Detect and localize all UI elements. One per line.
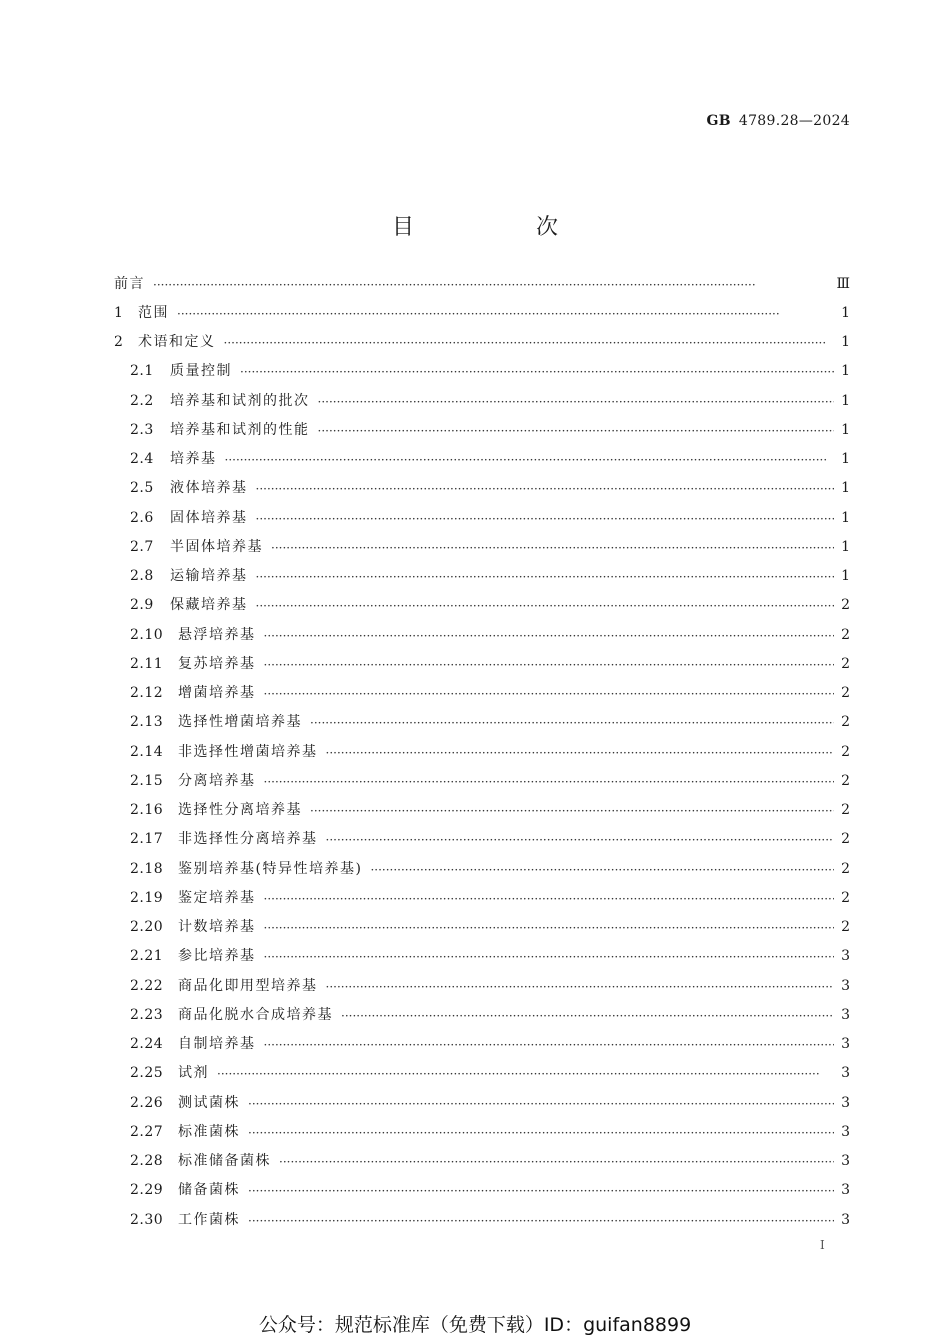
toc-entry[interactable] <box>114 1088 850 1117</box>
toc-entry-number: 2.22 <box>130 977 164 994</box>
toc-entry-page: 1 <box>841 509 850 526</box>
standard-prefix: GB <box>706 113 731 129</box>
toc-entry-page: 3 <box>841 948 850 965</box>
toc-leader-dots <box>310 717 834 729</box>
toc-entry-page: 2 <box>841 743 850 760</box>
toc-leader-dots <box>264 1039 835 1051</box>
toc-leader-dots <box>248 1127 834 1139</box>
toc-entry-label: 术语和定义 <box>138 334 216 351</box>
toc-entry-label: 固体培养基 <box>170 509 248 526</box>
toc-entry-number: 2.11 <box>130 655 164 672</box>
toc-entry-page: 2 <box>841 919 850 936</box>
toc-entry-number: 2.14 <box>130 743 164 760</box>
toc-entry-page: 1 <box>841 451 850 468</box>
toc-leader-dots <box>256 483 835 495</box>
toc-entry-number: 2.8 <box>130 568 154 585</box>
toc-entry-label: 储备菌株 <box>178 1182 240 1199</box>
toc-leader-dots <box>271 542 834 554</box>
toc-entry[interactable] <box>114 1059 850 1088</box>
toc-entry[interactable] <box>114 942 850 971</box>
toc-entry-page: 3 <box>841 1211 850 1228</box>
toc-entry-number: 2.9 <box>130 597 154 614</box>
standard-code: 4789.28—2024 <box>738 113 850 129</box>
toc-entry-label: 选择性分离培养基 <box>178 802 302 819</box>
footer-watermark: 公众号：规范标准库（免费下载）ID：guifan8899 <box>258 1314 692 1336</box>
toc-entry-label: 试剂 <box>178 1065 209 1082</box>
toc-entry[interactable] <box>114 269 850 298</box>
toc-leader-dots <box>153 279 830 291</box>
toc-entry-page: 2 <box>841 889 850 906</box>
toc-entry-page: 1 <box>841 334 850 351</box>
toc-entry-label: 液体培养基 <box>170 480 248 497</box>
toc-entry-label: 标准菌株 <box>178 1123 240 1140</box>
toc-entry-page: 2 <box>841 772 850 789</box>
toc-entry[interactable] <box>114 883 850 912</box>
toc-entry-label: 增菌培养基 <box>178 685 256 702</box>
toc-entry-page: 2 <box>841 831 850 848</box>
toc-leader-dots <box>264 630 835 642</box>
toc-leader-dots <box>248 1185 834 1197</box>
toc-entry[interactable] <box>114 766 850 795</box>
toc-leader-dots <box>318 425 835 437</box>
toc-entry[interactable] <box>114 445 850 474</box>
page-title: 目 次 <box>391 214 608 240</box>
toc-entry[interactable] <box>114 1000 850 1029</box>
toc-entry-number: 2.10 <box>130 626 164 643</box>
toc-entry-page: 3 <box>841 977 850 994</box>
toc-leader-dots <box>279 1156 834 1168</box>
toc-leader-dots <box>256 513 835 525</box>
toc-leader-dots <box>264 922 835 934</box>
toc-entry-number: 2.20 <box>130 919 164 936</box>
toc-entry-label: 复苏培养基 <box>178 655 256 672</box>
toc-entry[interactable] <box>114 503 850 532</box>
toc-entry-number: 2.5 <box>130 480 154 497</box>
toc-entry[interactable] <box>114 298 850 327</box>
toc-entry-page: 3 <box>841 1123 850 1140</box>
toc-entry-label: 悬浮培养基 <box>178 626 256 643</box>
toc-entry-label: 工作菌株 <box>178 1211 240 1228</box>
toc-entry-page: 3 <box>841 1153 850 1170</box>
toc-entry-page: 1 <box>841 392 850 409</box>
toc-entry-number: 2.6 <box>130 509 154 526</box>
toc-entry-label: 选择性增菌培养基 <box>178 714 302 731</box>
toc-entry-page: 2 <box>841 685 850 702</box>
toc-entry-label: 鉴定培养基 <box>178 889 256 906</box>
toc-entry-number: 2.13 <box>130 714 164 731</box>
toc-leader-dots <box>240 366 834 378</box>
toc-leader-dots <box>264 688 835 700</box>
toc-leader-dots <box>224 337 835 349</box>
toc-entry-label: 商品化脱水合成培养基 <box>178 1006 333 1023</box>
toc-entry-label: 分离培养基 <box>178 772 256 789</box>
toc-entry-number: 2.27 <box>130 1123 164 1140</box>
toc-entry[interactable] <box>114 1117 850 1146</box>
toc-leader-dots <box>248 1215 834 1227</box>
toc-leader-dots <box>370 864 834 876</box>
toc-entry-label: 培养基 <box>170 451 217 468</box>
toc-entry[interactable] <box>114 913 850 942</box>
table-of-contents <box>114 269 850 1234</box>
toc-entry-page: 3 <box>841 1036 850 1053</box>
toc-leader-dots <box>264 893 835 905</box>
toc-leader-dots <box>256 571 835 583</box>
toc-entry[interactable] <box>114 1176 850 1205</box>
toc-entry[interactable] <box>114 796 850 825</box>
toc-entry-number: 2.1 <box>130 363 154 380</box>
toc-entry-number: 1 <box>114 304 123 321</box>
standard-number <box>706 113 850 129</box>
toc-entry[interactable] <box>114 357 850 386</box>
toc-entry-label: 保藏培养基 <box>170 597 248 614</box>
toc-entry[interactable] <box>114 620 850 649</box>
toc-entry-label: 质量控制 <box>170 363 232 380</box>
toc-entry-number: 2.18 <box>130 860 164 877</box>
toc-entry-page: 3 <box>841 1006 850 1023</box>
page-folio: I <box>820 1238 825 1252</box>
toc-entry[interactable] <box>114 1147 850 1176</box>
toc-entry[interactable] <box>114 474 850 503</box>
toc-entry-page: 2 <box>841 655 850 672</box>
toc-entry-number: 2.26 <box>130 1094 164 1111</box>
toc-entry[interactable] <box>114 386 850 415</box>
toc-leader-dots <box>264 659 835 671</box>
toc-entry-number: 2.3 <box>130 421 154 438</box>
toc-entry[interactable] <box>114 649 850 678</box>
toc-entry-label: 测试菌株 <box>178 1094 240 1111</box>
toc-entry-page: 2 <box>841 714 850 731</box>
toc-leader-dots <box>177 308 834 320</box>
toc-entry[interactable] <box>114 708 850 737</box>
toc-entry-number: 2.7 <box>130 538 154 555</box>
toc-entry[interactable] <box>114 591 850 620</box>
toc-entry-label: 非选择性分离培养基 <box>178 831 318 848</box>
toc-entry-number: 2.30 <box>130 1211 164 1228</box>
toc-leader-dots <box>310 805 834 817</box>
toc-entry-number: 2.2 <box>130 392 154 409</box>
toc-entry[interactable] <box>114 532 850 561</box>
toc-entry-number: 2.24 <box>130 1036 164 1053</box>
toc-leader-dots <box>326 834 835 846</box>
toc-entry-number: 2 <box>114 334 123 351</box>
toc-entry-page: 1 <box>841 568 850 585</box>
toc-entry-page: 3 <box>841 1094 850 1111</box>
toc-leader-dots <box>318 396 835 408</box>
toc-entry-label: 自制培养基 <box>178 1036 256 1053</box>
toc-entry-page: 1 <box>841 304 850 321</box>
toc-entry-label: 参比培养基 <box>178 948 256 965</box>
toc-entry-number: 2.15 <box>130 772 164 789</box>
toc-entry[interactable] <box>114 825 850 854</box>
toc-entry-label: 培养基和试剂的性能 <box>170 421 310 438</box>
toc-entry-number: 2.25 <box>130 1065 164 1082</box>
toc-entry-label: 半固体培养基 <box>170 538 263 555</box>
toc-entry[interactable] <box>114 854 850 883</box>
toc-entry-page: 1 <box>841 480 850 497</box>
toc-entry-label: 鉴别培养基(特异性培养基) <box>178 860 363 877</box>
toc-entry-number: 2.28 <box>130 1153 164 1170</box>
toc-leader-dots <box>264 776 835 788</box>
toc-entry-page: Ⅲ <box>836 275 850 292</box>
toc-entry-label: 计数培养基 <box>178 919 256 936</box>
toc-leader-dots <box>264 951 835 963</box>
toc-entry[interactable] <box>114 1205 850 1234</box>
toc-leader-dots <box>326 981 835 993</box>
toc-entry[interactable] <box>114 737 850 766</box>
toc-entry-number: 2.19 <box>130 889 164 906</box>
toc-entry[interactable] <box>114 1030 850 1059</box>
toc-entry-number: 2.23 <box>130 1006 164 1023</box>
toc-entry-number: 2.21 <box>130 948 164 965</box>
toc-entry-page: 2 <box>841 597 850 614</box>
toc-entry-number: 2.12 <box>130 685 164 702</box>
toc-leader-dots <box>341 1010 834 1022</box>
toc-entry-label: 范围 <box>138 304 169 321</box>
toc-leader-dots <box>248 1098 834 1110</box>
toc-entry-label: 标准储备菌株 <box>178 1153 271 1170</box>
toc-entry-number: 2.4 <box>130 451 154 468</box>
toc-entry[interactable] <box>114 971 850 1000</box>
toc-entry[interactable] <box>114 679 850 708</box>
toc-entry-page: 1 <box>841 421 850 438</box>
toc-entry-page: 3 <box>841 1182 850 1199</box>
toc-entry-page: 2 <box>841 626 850 643</box>
toc-entry-page: 1 <box>841 363 850 380</box>
toc-leader-dots <box>256 600 835 612</box>
toc-entry-label: 商品化即用型培养基 <box>178 977 318 994</box>
toc-entry[interactable] <box>114 562 850 591</box>
toc-entry[interactable] <box>114 328 850 357</box>
toc-entry-number: 2.17 <box>130 831 164 848</box>
toc-leader-dots <box>326 747 835 759</box>
toc-entry-page: 2 <box>841 860 850 877</box>
toc-entry-number: 2.16 <box>130 802 164 819</box>
toc-entry-page: 3 <box>841 1065 850 1082</box>
toc-leader-dots <box>217 1068 834 1080</box>
toc-entry-page: 2 <box>841 802 850 819</box>
toc-entry-label: 运输培养基 <box>170 568 248 585</box>
toc-entry-label: 非选择性增菌培养基 <box>178 743 318 760</box>
toc-entry-page: 1 <box>841 538 850 555</box>
toc-leader-dots <box>225 454 835 466</box>
toc-entry-label: 培养基和试剂的批次 <box>170 392 310 409</box>
toc-entry-label: 前言 <box>114 275 145 292</box>
toc-entry-number: 2.29 <box>130 1182 164 1199</box>
toc-entry[interactable] <box>114 415 850 444</box>
